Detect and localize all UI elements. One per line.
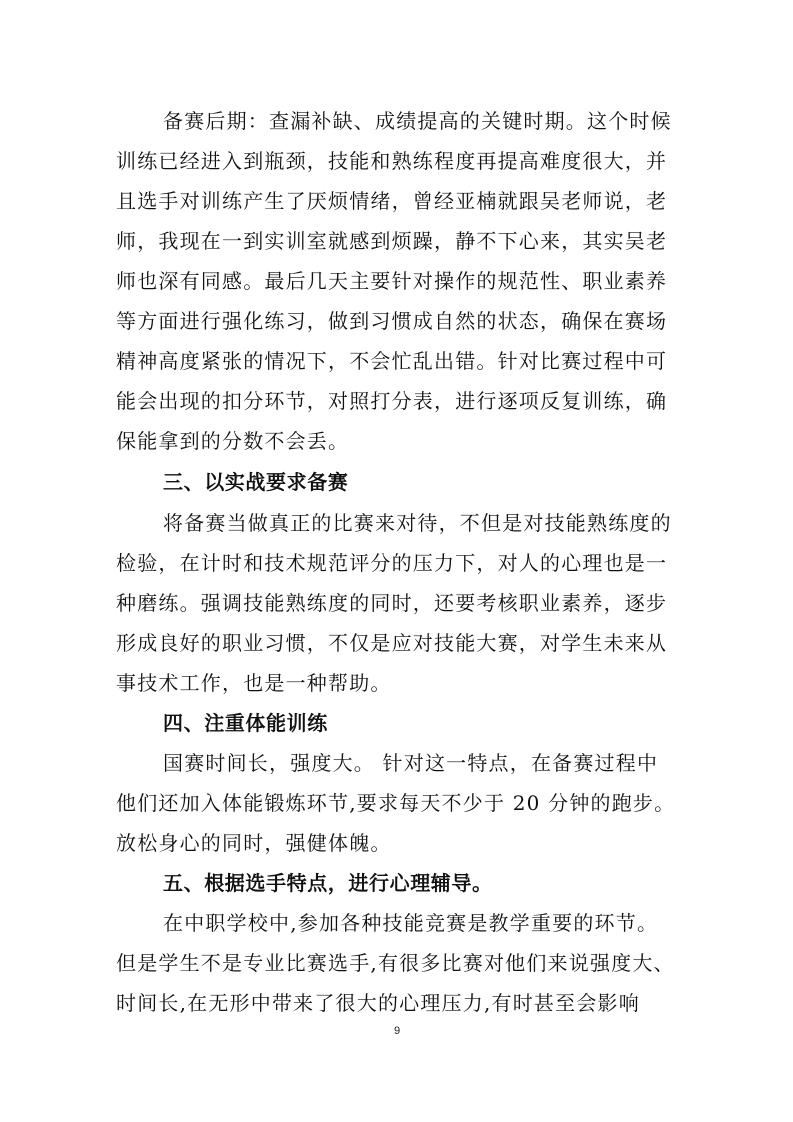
section-heading-4: 四、注重体能训练 [163, 711, 328, 735]
paragraph-1-line-3: 且选手对训练产生了厌烦情绪，曾经亚楠就跟吴老师说，老 [116, 189, 668, 213]
page-number: 9 [393, 1025, 401, 1037]
paragraph-3-line-3: 放松身心的同时，强健体魄。 [116, 831, 392, 855]
paragraph-4-line-3: 时间长,在无形中带来了很大的心理压力,有时甚至会影响 [116, 991, 640, 1015]
paragraph-2-line-2: 检验，在计时和技术规范评分的压力下，对人的心理也是一 [116, 551, 668, 575]
paragraph-4-line-1: 在中职学校中,参加各种技能竞赛是教学重要的环节。 [163, 911, 659, 935]
paragraph-3-line-1: 国赛时间长，强度大。 针对这一特点，在备赛过程中 [163, 751, 659, 775]
section-heading-3: 三、以实战要求备赛 [163, 470, 349, 494]
paragraph-4-line-2: 但是学生不是专业比赛选手,有很多比赛对他们来说强度大、 [116, 951, 675, 975]
paragraph-1-line-9: 保能拿到的分数不会丢。 [116, 429, 350, 453]
section-heading-5: 五、根据选手特点，进行心理辅导。 [163, 871, 493, 895]
paragraph-1-line-4: 师，我现在一到实训室就感到烦躁，静不下心来，其实吴老 [116, 229, 668, 253]
paragraph-1-line-2: 训练已经进入到瓶颈，技能和熟练程度再提高难度很大，并 [116, 149, 668, 173]
paragraph-3-line-2: 他们还加入体能锻炼环节,要求每天不少于 20 分钟的跑步。 [116, 791, 676, 815]
paragraph-2-line-1: 将备赛当做真正的比赛来对待，不但是对技能熟练度的 [163, 511, 672, 535]
paragraph-1-line-1: 备赛后期：查漏补缺、成绩提高的关键时期。这个时候 [163, 109, 672, 133]
paragraph-1-line-5: 师也深有同感。最后几天主要针对操作的规范性、职业素养 [116, 269, 668, 293]
paragraph-1-line-6: 等方面进行强化练习，做到习惯成自然的状态，确保在赛场 [116, 309, 668, 333]
paragraph-2-line-3: 种磨练。强调技能熟练度的同时，还要考核职业素养，逐步 [116, 591, 668, 615]
paragraph-2-line-5: 事技术工作，也是一种帮助。 [116, 671, 392, 695]
paragraph-1-line-7: 精神高度紧张的情况下，不会忙乱出错。针对比赛过程中可 [116, 349, 668, 373]
paragraph-2-line-4: 形成良好的职业习惯，不仅是应对技能大赛，对学生未来从 [116, 631, 668, 655]
paragraph-1-line-8: 能会出现的扣分环节，对照打分表，进行逐项反复训练，确 [116, 389, 668, 413]
